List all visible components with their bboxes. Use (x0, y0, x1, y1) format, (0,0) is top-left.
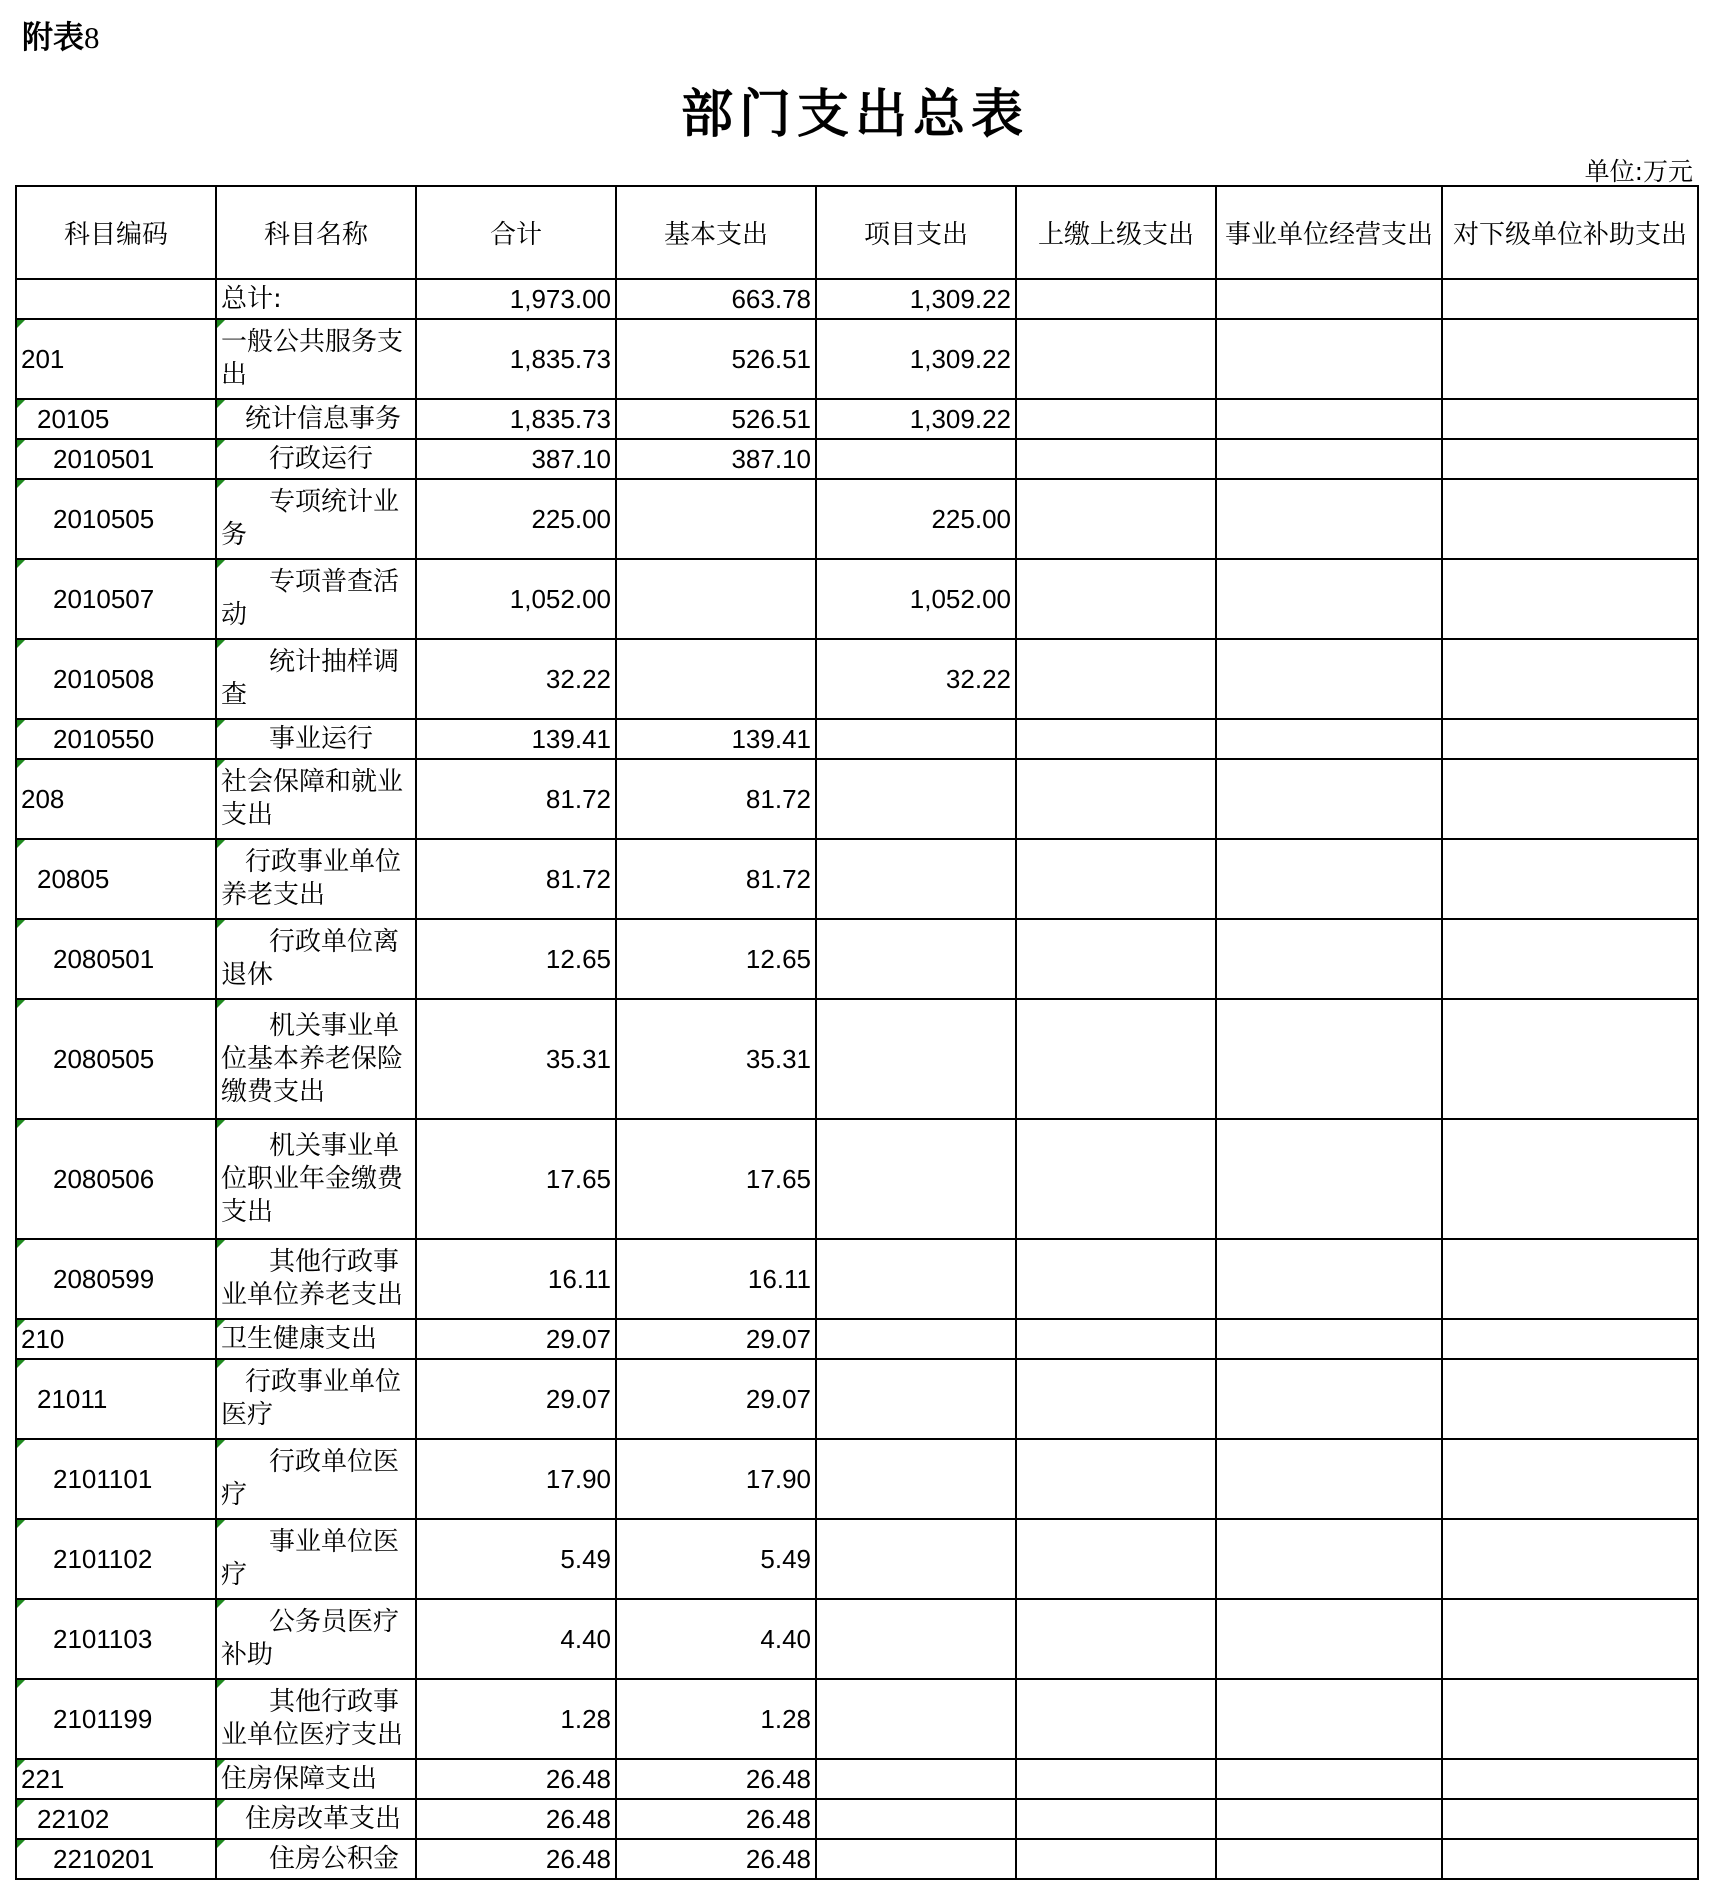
row-total: 12.65 (416, 919, 616, 999)
row-upper (1016, 639, 1216, 719)
header-subordinate-subsidy: 对下级单位补助支出 (1442, 186, 1698, 279)
row-code: 2210201 (16, 1839, 216, 1879)
row-code: 2101199 (16, 1679, 216, 1759)
table-row (16, 919, 1698, 999)
row-subsidy (1442, 319, 1698, 399)
row-basic: 81.72 (616, 839, 816, 919)
row-basic: 17.65 (616, 1119, 816, 1239)
table-row (16, 279, 1698, 319)
row-subsidy (1442, 1439, 1698, 1519)
table-row (16, 1239, 1698, 1319)
row-project (816, 1239, 1016, 1319)
row-project (816, 1679, 1016, 1759)
row-code: 2010507 (16, 559, 216, 639)
row-code: 2101103 (16, 1599, 216, 1679)
table-row (16, 1519, 1698, 1599)
row-basic: 4.40 (616, 1599, 816, 1679)
row-total: 1.28 (416, 1679, 616, 1759)
row-subsidy (1442, 1839, 1698, 1879)
row-business (1216, 1679, 1442, 1759)
row-subsidy (1442, 559, 1698, 639)
row-project (816, 1519, 1016, 1599)
row-total: 17.90 (416, 1439, 616, 1519)
row-code: 20105 (16, 399, 216, 439)
row-upper (1016, 1519, 1216, 1599)
table-row (16, 479, 1698, 559)
row-business (1216, 839, 1442, 919)
row-subsidy (1442, 279, 1698, 319)
row-upper (1016, 1599, 1216, 1679)
row-total: 32.22 (416, 639, 616, 719)
row-project (816, 1759, 1016, 1799)
row-upper (1016, 399, 1216, 439)
row-project (816, 439, 1016, 479)
row-code: 221 (16, 1759, 216, 1799)
row-upper (1016, 559, 1216, 639)
attachment-number: 8 (84, 20, 100, 55)
row-basic: 663.78 (616, 279, 816, 319)
row-business (1216, 1759, 1442, 1799)
row-subsidy (1442, 639, 1698, 719)
row-business (1216, 719, 1442, 759)
table-row (16, 639, 1698, 719)
row-business (1216, 1319, 1442, 1359)
row-business (1216, 999, 1442, 1119)
row-basic: 139.41 (616, 719, 816, 759)
row-subsidy (1442, 919, 1698, 999)
table-row (16, 399, 1698, 439)
row-business (1216, 279, 1442, 319)
row-code: 22102 (16, 1799, 216, 1839)
table-row (16, 759, 1698, 839)
header-row (16, 186, 1698, 279)
row-subsidy (1442, 1359, 1698, 1439)
row-name: 公务员医疗补助 (216, 1599, 416, 1679)
row-subsidy (1442, 1119, 1698, 1239)
table-row (16, 1679, 1698, 1759)
row-upper (1016, 999, 1216, 1119)
row-business (1216, 1839, 1442, 1879)
row-upper (1016, 1439, 1216, 1519)
table-row (16, 1759, 1698, 1799)
row-name: 一般公共服务支出 (216, 319, 416, 399)
row-basic (616, 559, 816, 639)
row-upper (1016, 1319, 1216, 1359)
row-name: 总计: (216, 279, 416, 319)
row-upper (1016, 319, 1216, 399)
row-total: 16.11 (416, 1239, 616, 1319)
header-basic-expenditure: 基本支出 (616, 186, 816, 279)
row-basic (616, 639, 816, 719)
table-row (16, 559, 1698, 639)
row-name: 专项统计业务 (216, 479, 416, 559)
table-row (16, 999, 1698, 1119)
row-upper (1016, 1359, 1216, 1439)
row-business (1216, 1799, 1442, 1839)
row-code: 2101101 (16, 1439, 216, 1519)
row-basic: 35.31 (616, 999, 816, 1119)
table-row (16, 839, 1698, 919)
table-row (16, 319, 1698, 399)
row-upper (1016, 1799, 1216, 1839)
row-project: 1,052.00 (816, 559, 1016, 639)
table-row (16, 1319, 1698, 1359)
row-upper (1016, 479, 1216, 559)
row-subsidy (1442, 1799, 1698, 1839)
row-basic: 26.48 (616, 1839, 816, 1879)
row-basic (616, 479, 816, 559)
row-basic: 26.48 (616, 1759, 816, 1799)
row-name: 行政单位离退休 (216, 919, 416, 999)
row-code: 2080505 (16, 999, 216, 1119)
row-basic: 12.65 (616, 919, 816, 999)
row-total: 1,973.00 (416, 279, 616, 319)
row-upper (1016, 1839, 1216, 1879)
row-business (1216, 759, 1442, 839)
row-name: 专项普查活动 (216, 559, 416, 639)
row-total: 17.65 (416, 1119, 616, 1239)
row-upper (1016, 1759, 1216, 1799)
row-basic: 29.07 (616, 1319, 816, 1359)
row-project (816, 1319, 1016, 1359)
row-code: 210 (16, 1319, 216, 1359)
row-basic: 1.28 (616, 1679, 816, 1759)
row-project: 225.00 (816, 479, 1016, 559)
row-subsidy (1442, 1679, 1698, 1759)
page-title: 部门支出总表 (680, 84, 1029, 145)
row-upper (1016, 919, 1216, 999)
row-project (816, 1839, 1016, 1879)
row-business (1216, 1439, 1442, 1519)
row-total: 26.48 (416, 1839, 616, 1879)
row-subsidy (1442, 999, 1698, 1119)
row-business (1216, 639, 1442, 719)
row-basic: 526.51 (616, 399, 816, 439)
row-total: 387.10 (416, 439, 616, 479)
table-row (16, 1839, 1698, 1879)
row-basic: 81.72 (616, 759, 816, 839)
row-name: 住房公积金 (216, 1839, 416, 1879)
row-subsidy (1442, 1319, 1698, 1359)
row-name: 卫生健康支出 (216, 1319, 416, 1359)
header-subject-name: 科目名称 (216, 186, 416, 279)
row-name: 事业单位医疗 (216, 1519, 416, 1599)
row-total: 26.48 (416, 1799, 616, 1839)
row-project (816, 719, 1016, 759)
row-subsidy (1442, 719, 1698, 759)
attachment-label-text: 附表 (22, 20, 84, 56)
row-code: 2101102 (16, 1519, 216, 1599)
row-upper (1016, 1679, 1216, 1759)
row-code: 201 (16, 319, 216, 399)
row-code: 2010508 (16, 639, 216, 719)
header-business-expenditure: 事业单位经营支出 (1216, 186, 1442, 279)
header-project-expenditure: 项目支出 (816, 186, 1016, 279)
row-business (1216, 1119, 1442, 1239)
row-business (1216, 1519, 1442, 1599)
table-row (16, 1439, 1698, 1519)
row-name: 行政事业单位医疗 (216, 1359, 416, 1439)
row-business (1216, 1359, 1442, 1439)
row-business (1216, 439, 1442, 479)
row-upper (1016, 439, 1216, 479)
unit-label: 单位:万元 (1584, 157, 1693, 186)
row-total: 1,052.00 (416, 559, 616, 639)
row-project: 1,309.22 (816, 279, 1016, 319)
row-total: 225.00 (416, 479, 616, 559)
row-code: 2010550 (16, 719, 216, 759)
table-row (16, 439, 1698, 479)
row-basic: 29.07 (616, 1359, 816, 1439)
row-subsidy (1442, 439, 1698, 479)
row-total: 29.07 (416, 1319, 616, 1359)
row-basic: 17.90 (616, 1439, 816, 1519)
row-code: 2010505 (16, 479, 216, 559)
header-total: 合计 (416, 186, 616, 279)
row-project: 1,309.22 (816, 399, 1016, 439)
row-basic: 5.49 (616, 1519, 816, 1599)
row-business (1216, 919, 1442, 999)
row-project: 32.22 (816, 639, 1016, 719)
table-row (16, 1359, 1698, 1439)
row-basic: 387.10 (616, 439, 816, 479)
row-code: 20805 (16, 839, 216, 919)
row-subsidy (1442, 1759, 1698, 1799)
row-subsidy (1442, 1599, 1698, 1679)
row-name: 机关事业单位基本养老保险缴费支出 (216, 999, 416, 1119)
row-upper (1016, 1119, 1216, 1239)
row-upper (1016, 759, 1216, 839)
row-name: 其他行政事业单位医疗支出 (216, 1679, 416, 1759)
table-row (16, 1799, 1698, 1839)
row-project (816, 919, 1016, 999)
row-name: 社会保障和就业支出 (216, 759, 416, 839)
row-name: 住房改革支出 (216, 1799, 416, 1839)
row-subsidy (1442, 399, 1698, 439)
row-business (1216, 1599, 1442, 1679)
row-business (1216, 399, 1442, 439)
row-total: 26.48 (416, 1759, 616, 1799)
row-code: 21011 (16, 1359, 216, 1439)
row-business (1216, 559, 1442, 639)
row-code: 2080506 (16, 1119, 216, 1239)
row-upper (1016, 719, 1216, 759)
row-subsidy (1442, 479, 1698, 559)
row-project (816, 759, 1016, 839)
row-basic: 26.48 (616, 1799, 816, 1839)
row-basic: 16.11 (616, 1239, 816, 1319)
row-upper (1016, 839, 1216, 919)
row-upper (1016, 279, 1216, 319)
row-code: 2080599 (16, 1239, 216, 1319)
row-project: 1,309.22 (816, 319, 1016, 399)
row-total: 139.41 (416, 719, 616, 759)
row-code: 2080501 (16, 919, 216, 999)
header-subject-code: 科目编码 (16, 186, 216, 279)
table-row (16, 1119, 1698, 1239)
row-name: 住房保障支出 (216, 1759, 416, 1799)
row-code: 2010501 (16, 439, 216, 479)
row-total: 81.72 (416, 839, 616, 919)
row-project (816, 1359, 1016, 1439)
row-project (816, 839, 1016, 919)
row-project (816, 1439, 1016, 1519)
row-name: 行政单位医疗 (216, 1439, 416, 1519)
row-total: 81.72 (416, 759, 616, 839)
row-subsidy (1442, 1239, 1698, 1319)
row-name: 行政运行 (216, 439, 416, 479)
row-total: 1,835.73 (416, 319, 616, 399)
row-code (16, 279, 216, 319)
row-project (816, 999, 1016, 1119)
row-name: 行政事业单位养老支出 (216, 839, 416, 919)
expenditure-table (15, 185, 1699, 1880)
row-project (816, 1119, 1016, 1239)
row-basic: 526.51 (616, 319, 816, 399)
row-name: 其他行政事业单位养老支出 (216, 1239, 416, 1319)
row-name: 统计抽样调查 (216, 639, 416, 719)
row-name: 机关事业单位职业年金缴费支出 (216, 1119, 416, 1239)
attachment-label (22, 12, 100, 57)
row-upper (1016, 1239, 1216, 1319)
row-total: 35.31 (416, 999, 616, 1119)
row-subsidy (1442, 1519, 1698, 1599)
table-body (16, 279, 1698, 1879)
row-total: 1,835.73 (416, 399, 616, 439)
row-subsidy (1442, 759, 1698, 839)
row-subsidy (1442, 839, 1698, 919)
row-name: 统计信息事务 (216, 399, 416, 439)
row-name: 事业运行 (216, 719, 416, 759)
row-total: 5.49 (416, 1519, 616, 1599)
row-code: 208 (16, 759, 216, 839)
row-business (1216, 319, 1442, 399)
row-total: 4.40 (416, 1599, 616, 1679)
row-business (1216, 479, 1442, 559)
row-business (1216, 1239, 1442, 1319)
row-project (816, 1799, 1016, 1839)
row-project (816, 1599, 1016, 1679)
table-row (16, 719, 1698, 759)
header-upper-payment: 上缴上级支出 (1016, 186, 1216, 279)
row-total: 29.07 (416, 1359, 616, 1439)
table-row (16, 1599, 1698, 1679)
